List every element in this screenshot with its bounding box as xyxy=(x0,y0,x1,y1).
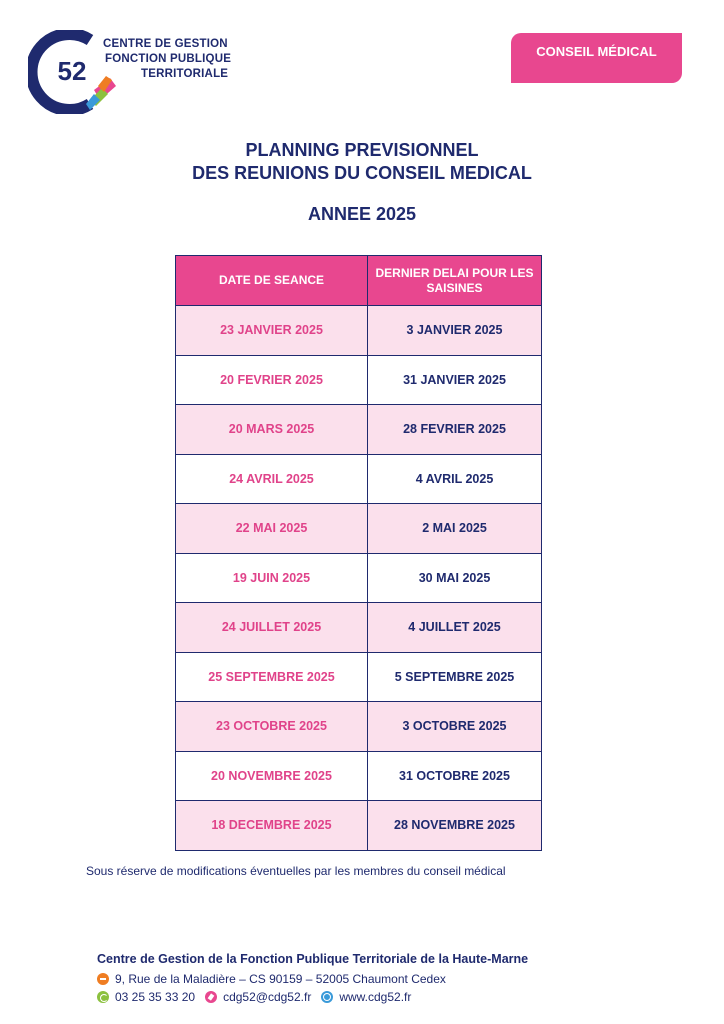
table-row xyxy=(176,751,542,801)
deadline-date-cell: 30 MAI 2025 xyxy=(368,553,542,603)
org-name-line: TERRITORIALE xyxy=(141,68,229,80)
footer-address: 9, Rue de la Maladière – CS 90159 – 52005 Chaumont Cedex xyxy=(115,972,446,986)
seance-date-cell: 24 AVRIL 2025 xyxy=(176,454,368,504)
seance-date-cell: 20 MARS 2025 xyxy=(176,405,368,455)
seance-date-cell: 24 JUILLET 2025 xyxy=(176,603,368,653)
seance-date-cell: 19 JUIN 2025 xyxy=(176,553,368,603)
footer-phone: 03 25 35 33 20 xyxy=(115,990,196,1004)
footer-org-name: Centre de Gestion de la Fonction Publique Territoriale de la Haute-Marne xyxy=(97,952,529,966)
table-row xyxy=(176,553,542,603)
seance-date-cell: 18 DECEMBRE 2025 xyxy=(176,801,368,851)
seance-date-cell: 23 OCTOBRE 2025 xyxy=(176,702,368,752)
table-row xyxy=(176,702,542,752)
disclaimer-note: Sous réserve de modifications éventuelles par les membres du conseil médical xyxy=(86,864,506,878)
deadline-date-cell: 28 FEVRIER 2025 xyxy=(368,405,542,455)
table-header-row xyxy=(176,256,542,306)
logo-number: 52 xyxy=(57,56,87,86)
phone-icon xyxy=(97,991,109,1003)
meeting-schedule-table xyxy=(175,255,542,851)
conseil-medical-badge: CONSEIL MÉDICAL xyxy=(511,33,682,83)
table-row xyxy=(176,652,542,702)
footer-address-row xyxy=(97,970,528,988)
header-date-seance: DATE DE SEANCE xyxy=(176,256,368,306)
table-row xyxy=(176,603,542,653)
seance-date-cell: 22 MAI 2025 xyxy=(176,504,368,554)
seance-date-cell: 25 SEPTEMBRE 2025 xyxy=(176,652,368,702)
table-row xyxy=(176,801,542,851)
deadline-date-cell: 2 MAI 2025 xyxy=(368,504,542,554)
org-name-line: CENTRE DE GESTION xyxy=(103,38,228,50)
deadline-date-cell: 31 OCTOBRE 2025 xyxy=(368,751,542,801)
deadline-date-cell: 3 OCTOBRE 2025 xyxy=(368,702,542,752)
seance-date-cell: 20 FEVRIER 2025 xyxy=(176,355,368,405)
footer-email[interactable]: cdg52@cdg52.fr xyxy=(223,990,312,1004)
deadline-date-cell: 4 JUILLET 2025 xyxy=(368,603,542,653)
table-row xyxy=(176,504,542,554)
year-title: ANNEE 2025 xyxy=(307,204,417,224)
footer xyxy=(97,952,528,1006)
seance-date-cell: 23 JANVIER 2025 xyxy=(176,306,368,356)
deadline-date-cell: 5 SEPTEMBRE 2025 xyxy=(368,652,542,702)
header-dernier-delai: DERNIER DELAI POUR LES SAISINES xyxy=(368,256,542,306)
website-icon xyxy=(321,991,333,1003)
title-line-1: PLANNING PREVISIONNEL xyxy=(245,140,479,160)
deadline-date-cell: 4 AVRIL 2025 xyxy=(368,454,542,504)
deadline-date-cell: 3 JANVIER 2025 xyxy=(368,306,542,356)
deadline-date-cell: 31 JANVIER 2025 xyxy=(368,355,542,405)
table-row xyxy=(176,355,542,405)
title-line-2: DES REUNIONS DU CONSEIL MEDICAL xyxy=(192,163,532,183)
table-row xyxy=(176,454,542,504)
footer-website[interactable]: www.cdg52.fr xyxy=(339,990,412,1004)
location-icon xyxy=(97,973,109,985)
table-row xyxy=(176,306,542,356)
deadline-date-cell: 28 NOVEMBRE 2025 xyxy=(368,801,542,851)
org-name-line: FONCTION PUBLIQUE xyxy=(105,53,232,65)
footer-contact-row xyxy=(97,988,528,1006)
seance-date-cell: 20 NOVEMBRE 2025 xyxy=(176,751,368,801)
table-row xyxy=(176,405,542,455)
org-name xyxy=(103,37,231,82)
email-icon xyxy=(205,991,217,1003)
